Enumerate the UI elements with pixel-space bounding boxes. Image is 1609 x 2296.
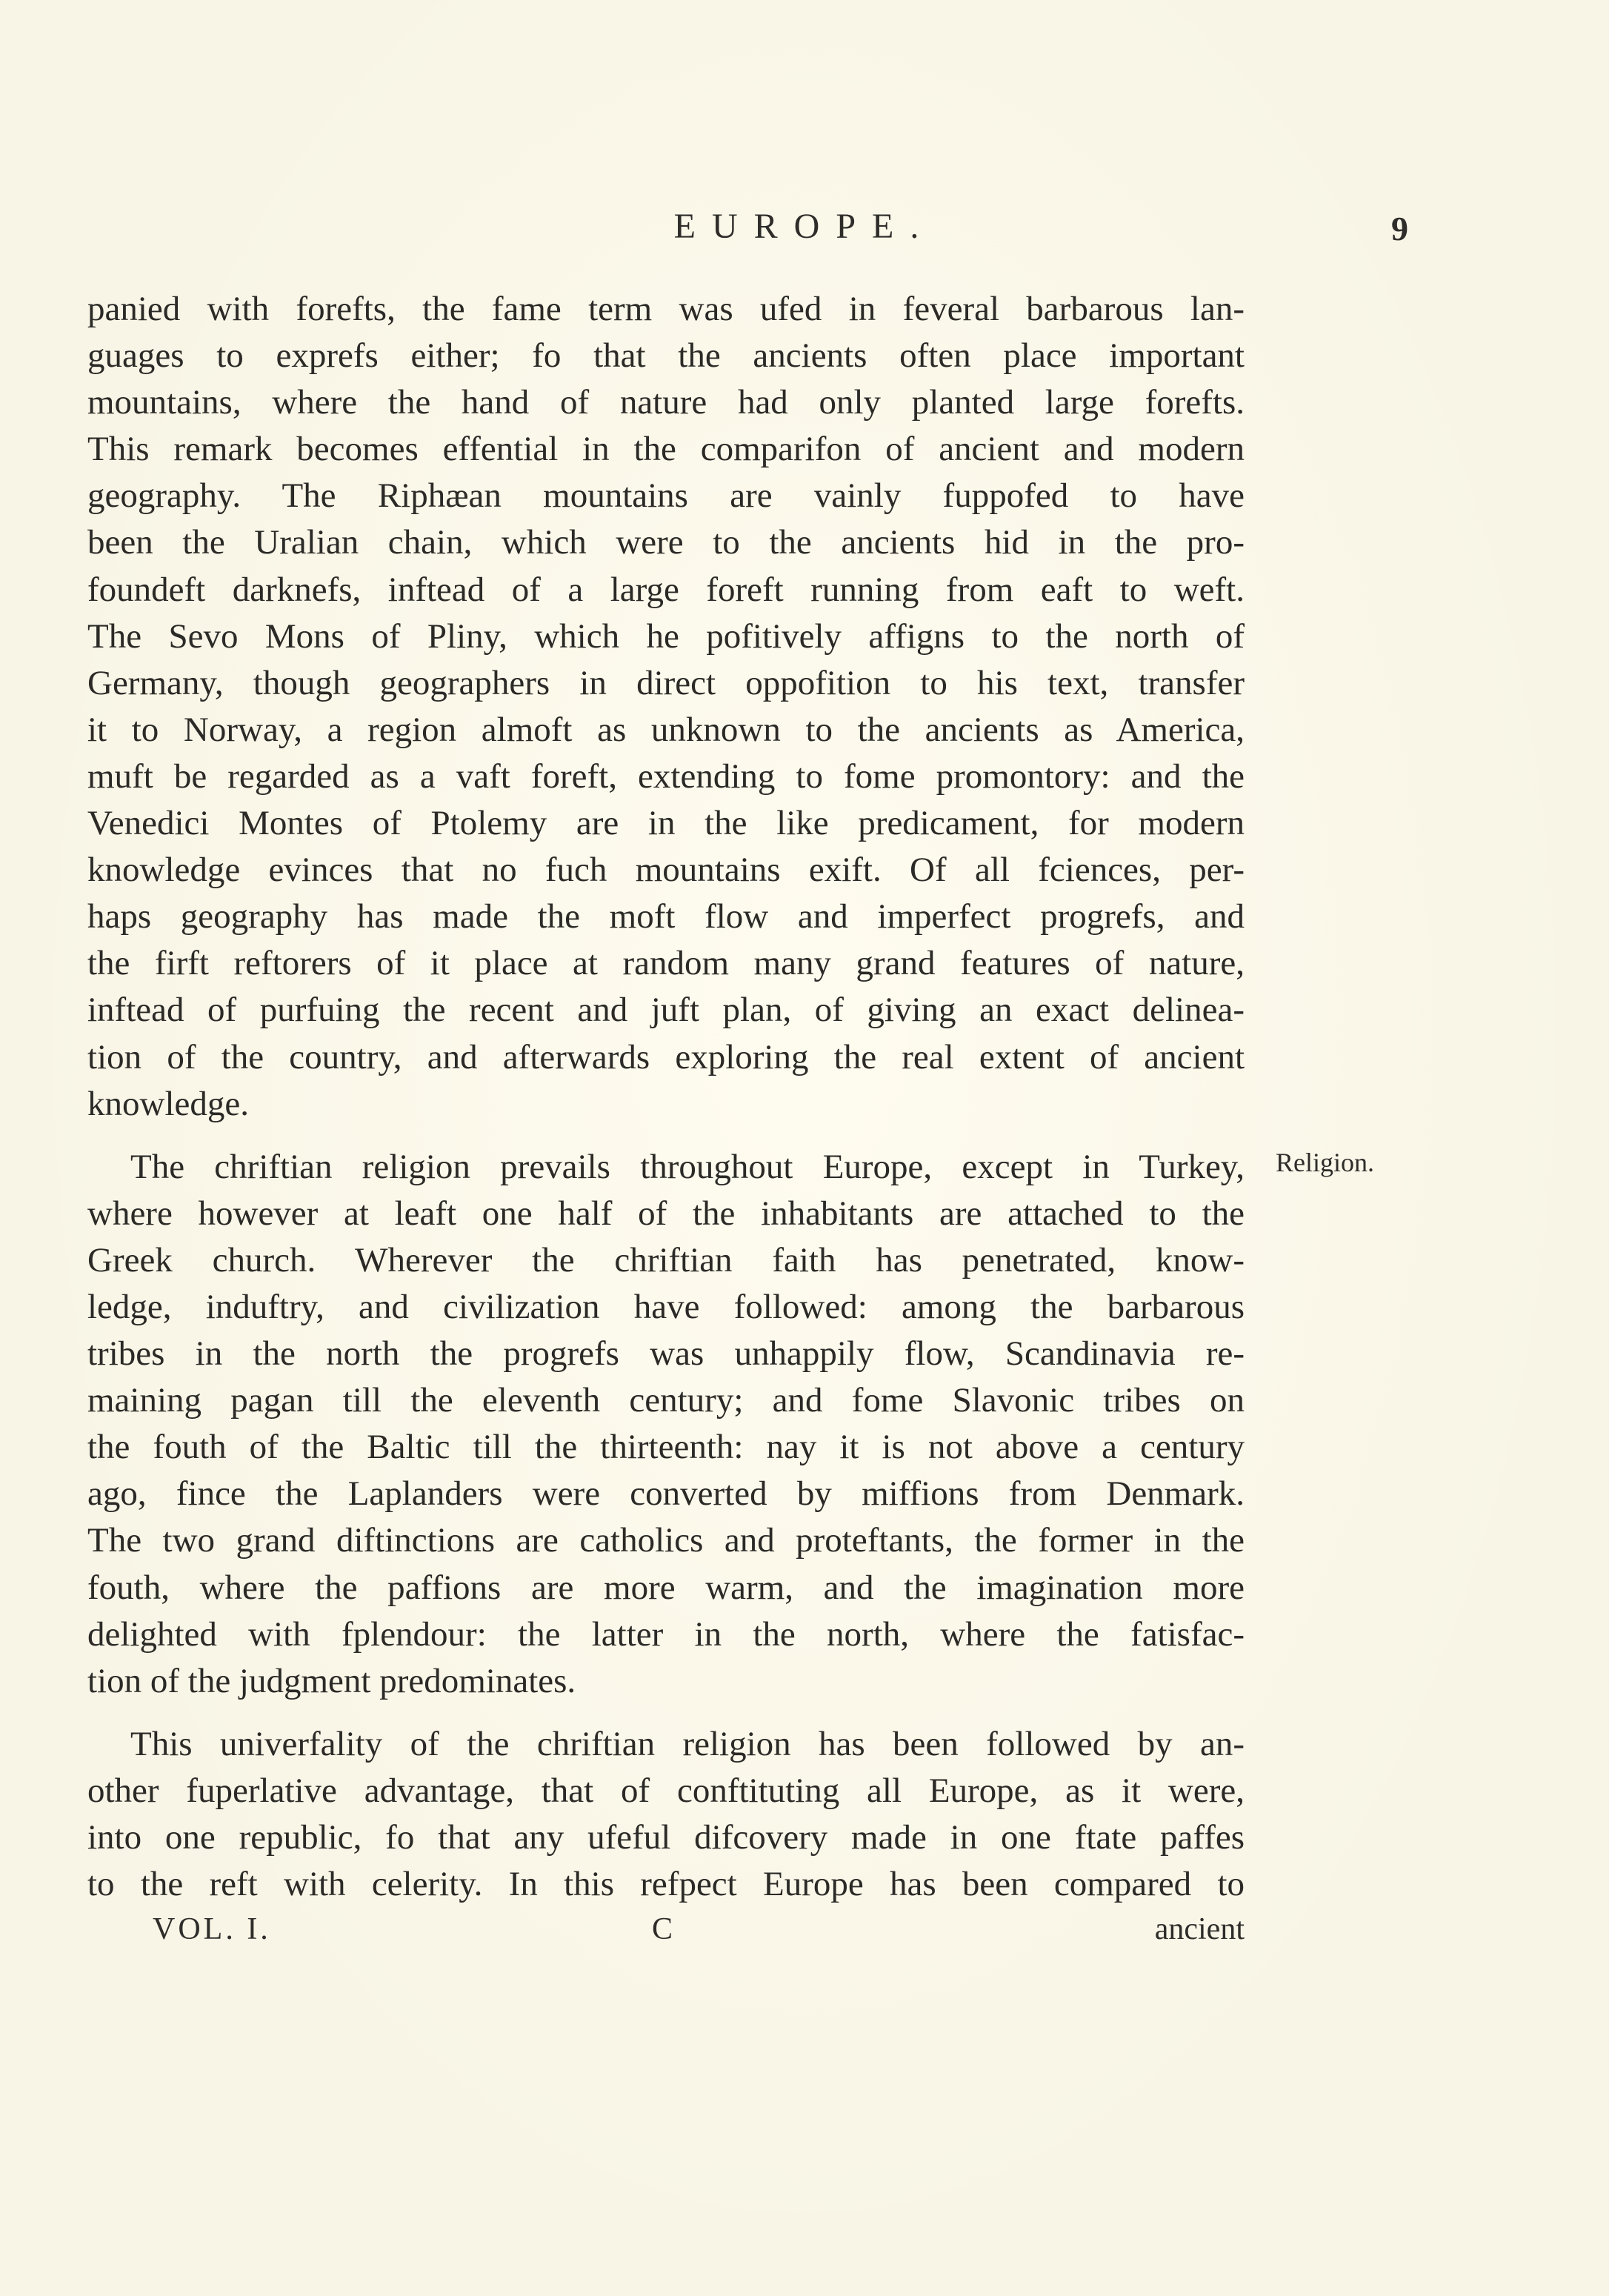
running-title: EUROPE.	[673, 207, 936, 246]
text-line: into one republic, fo that any ufeful difcovery made in one ftate paffes	[87, 1818, 1245, 1857]
paragraph-forests	[87, 286, 1245, 1128]
signature-mark: C	[652, 1912, 673, 1946]
margin-note-religion: Religion.	[1276, 1148, 1374, 1177]
text-line: geography. The Riphæan mountains are vainly fuppofed to have	[87, 476, 1245, 516]
text-line: tion of the judgment predominates.	[87, 1661, 576, 1700]
text-line: the firft reftorers of it place at random many grand features of nature,	[87, 944, 1245, 983]
text-line: delighted with fplendour: the latter in the north, where the fatisfac-	[87, 1614, 1245, 1654]
text-line: maining pagan till the eleventh century; and fome Slavonic tribes on	[87, 1381, 1245, 1420]
text-line: ledge, induftry, and civilization have followed: among the barbarous	[87, 1287, 1245, 1326]
catchword: ancient	[1154, 1912, 1245, 1946]
paragraph-universality	[87, 1721, 1245, 1908]
text-line: inftead of purfuing the recent and juft plan, of giving an exact delinea-	[87, 991, 1245, 1030]
text-line: mountains, where the hand of nature had only planted large forefts.	[87, 383, 1245, 422]
paragraph-religion	[87, 1144, 1245, 1705]
text-line: The Sevo Mons of Pliny, which he pofitively affigns to the north of	[87, 616, 1245, 656]
text-line: other fuperlative advantage, that of conftituting all Europe, as it were,	[87, 1771, 1245, 1810]
page-number: 9	[1391, 210, 1408, 247]
text-line: to the reft with celerity. In this refpect Europe has been compared to	[87, 1865, 1245, 1904]
text-line: Germany, though geographers in direct oppofition to his text, transfer	[87, 663, 1245, 702]
text-line: The two grand diftinctions are catholics and proteftants, the former in the	[87, 1521, 1245, 1560]
text-line: knowledge evinces that no fuch mountains exift. Of all fciences, per-	[87, 851, 1245, 890]
text-line: This remark becomes effential in the comparifon of ancient and modern	[87, 430, 1245, 469]
text-line: panied with forefts, the fame term was ufed in feveral barbarous lan-	[87, 290, 1245, 328]
body-text	[87, 286, 1245, 1908]
text-line: Greek church. Wherever the chriftian faith has penetrated, know-	[87, 1240, 1245, 1280]
text-line: haps geography has made the moft flow and imperfect progrefs, and	[87, 897, 1245, 936]
text-line: fouth, where the paffions are more warm, and the imagination more	[87, 1568, 1245, 1607]
text-line: The chriftian religion prevails throughout Europe, except in Turkey,	[130, 1147, 1245, 1186]
text-line: where however at leaft one half of the inhabitants are attached to the	[87, 1194, 1245, 1233]
text-line: muft be regarded as a vaft foreft, extending to fome promontory: and the	[87, 756, 1245, 796]
text-line: tribes in the north the progrefs was unhappily flow, Scandinavia re-	[87, 1334, 1245, 1374]
text-line: guages to exprefs either; fo that the ancients often place important	[87, 336, 1245, 376]
text-line: it to Norway, a region almoft as unknown to the ancients as America,	[87, 710, 1245, 749]
paragraph-gap	[87, 1705, 1245, 1721]
text-line: Venedici Montes of Ptolemy are in the like predicament, for modern	[87, 804, 1245, 843]
text-line: This univerfality of the chriftian religion has been followed by an-	[130, 1724, 1245, 1763]
paragraph-gap	[87, 1128, 1245, 1144]
text-line: knowledge.	[87, 1084, 249, 1123]
text-line: the fouth of the Baltic till the thirteenth: nay it is not above a century	[87, 1428, 1245, 1467]
text-line: foundeft darknefs, inftead of a large foreft running from eaft to weft.	[87, 570, 1245, 609]
text-line: tion of the country, and afterwards exploring the real extent of ancient	[87, 1037, 1245, 1077]
volume-mark: VOL. I.	[153, 1912, 271, 1946]
text-line: been the Uralian chain, which were to the ancients hid in the pro-	[87, 523, 1245, 562]
text-line: ago, fince the Laplanders were converted by miffions from Denmark.	[87, 1474, 1245, 1514]
